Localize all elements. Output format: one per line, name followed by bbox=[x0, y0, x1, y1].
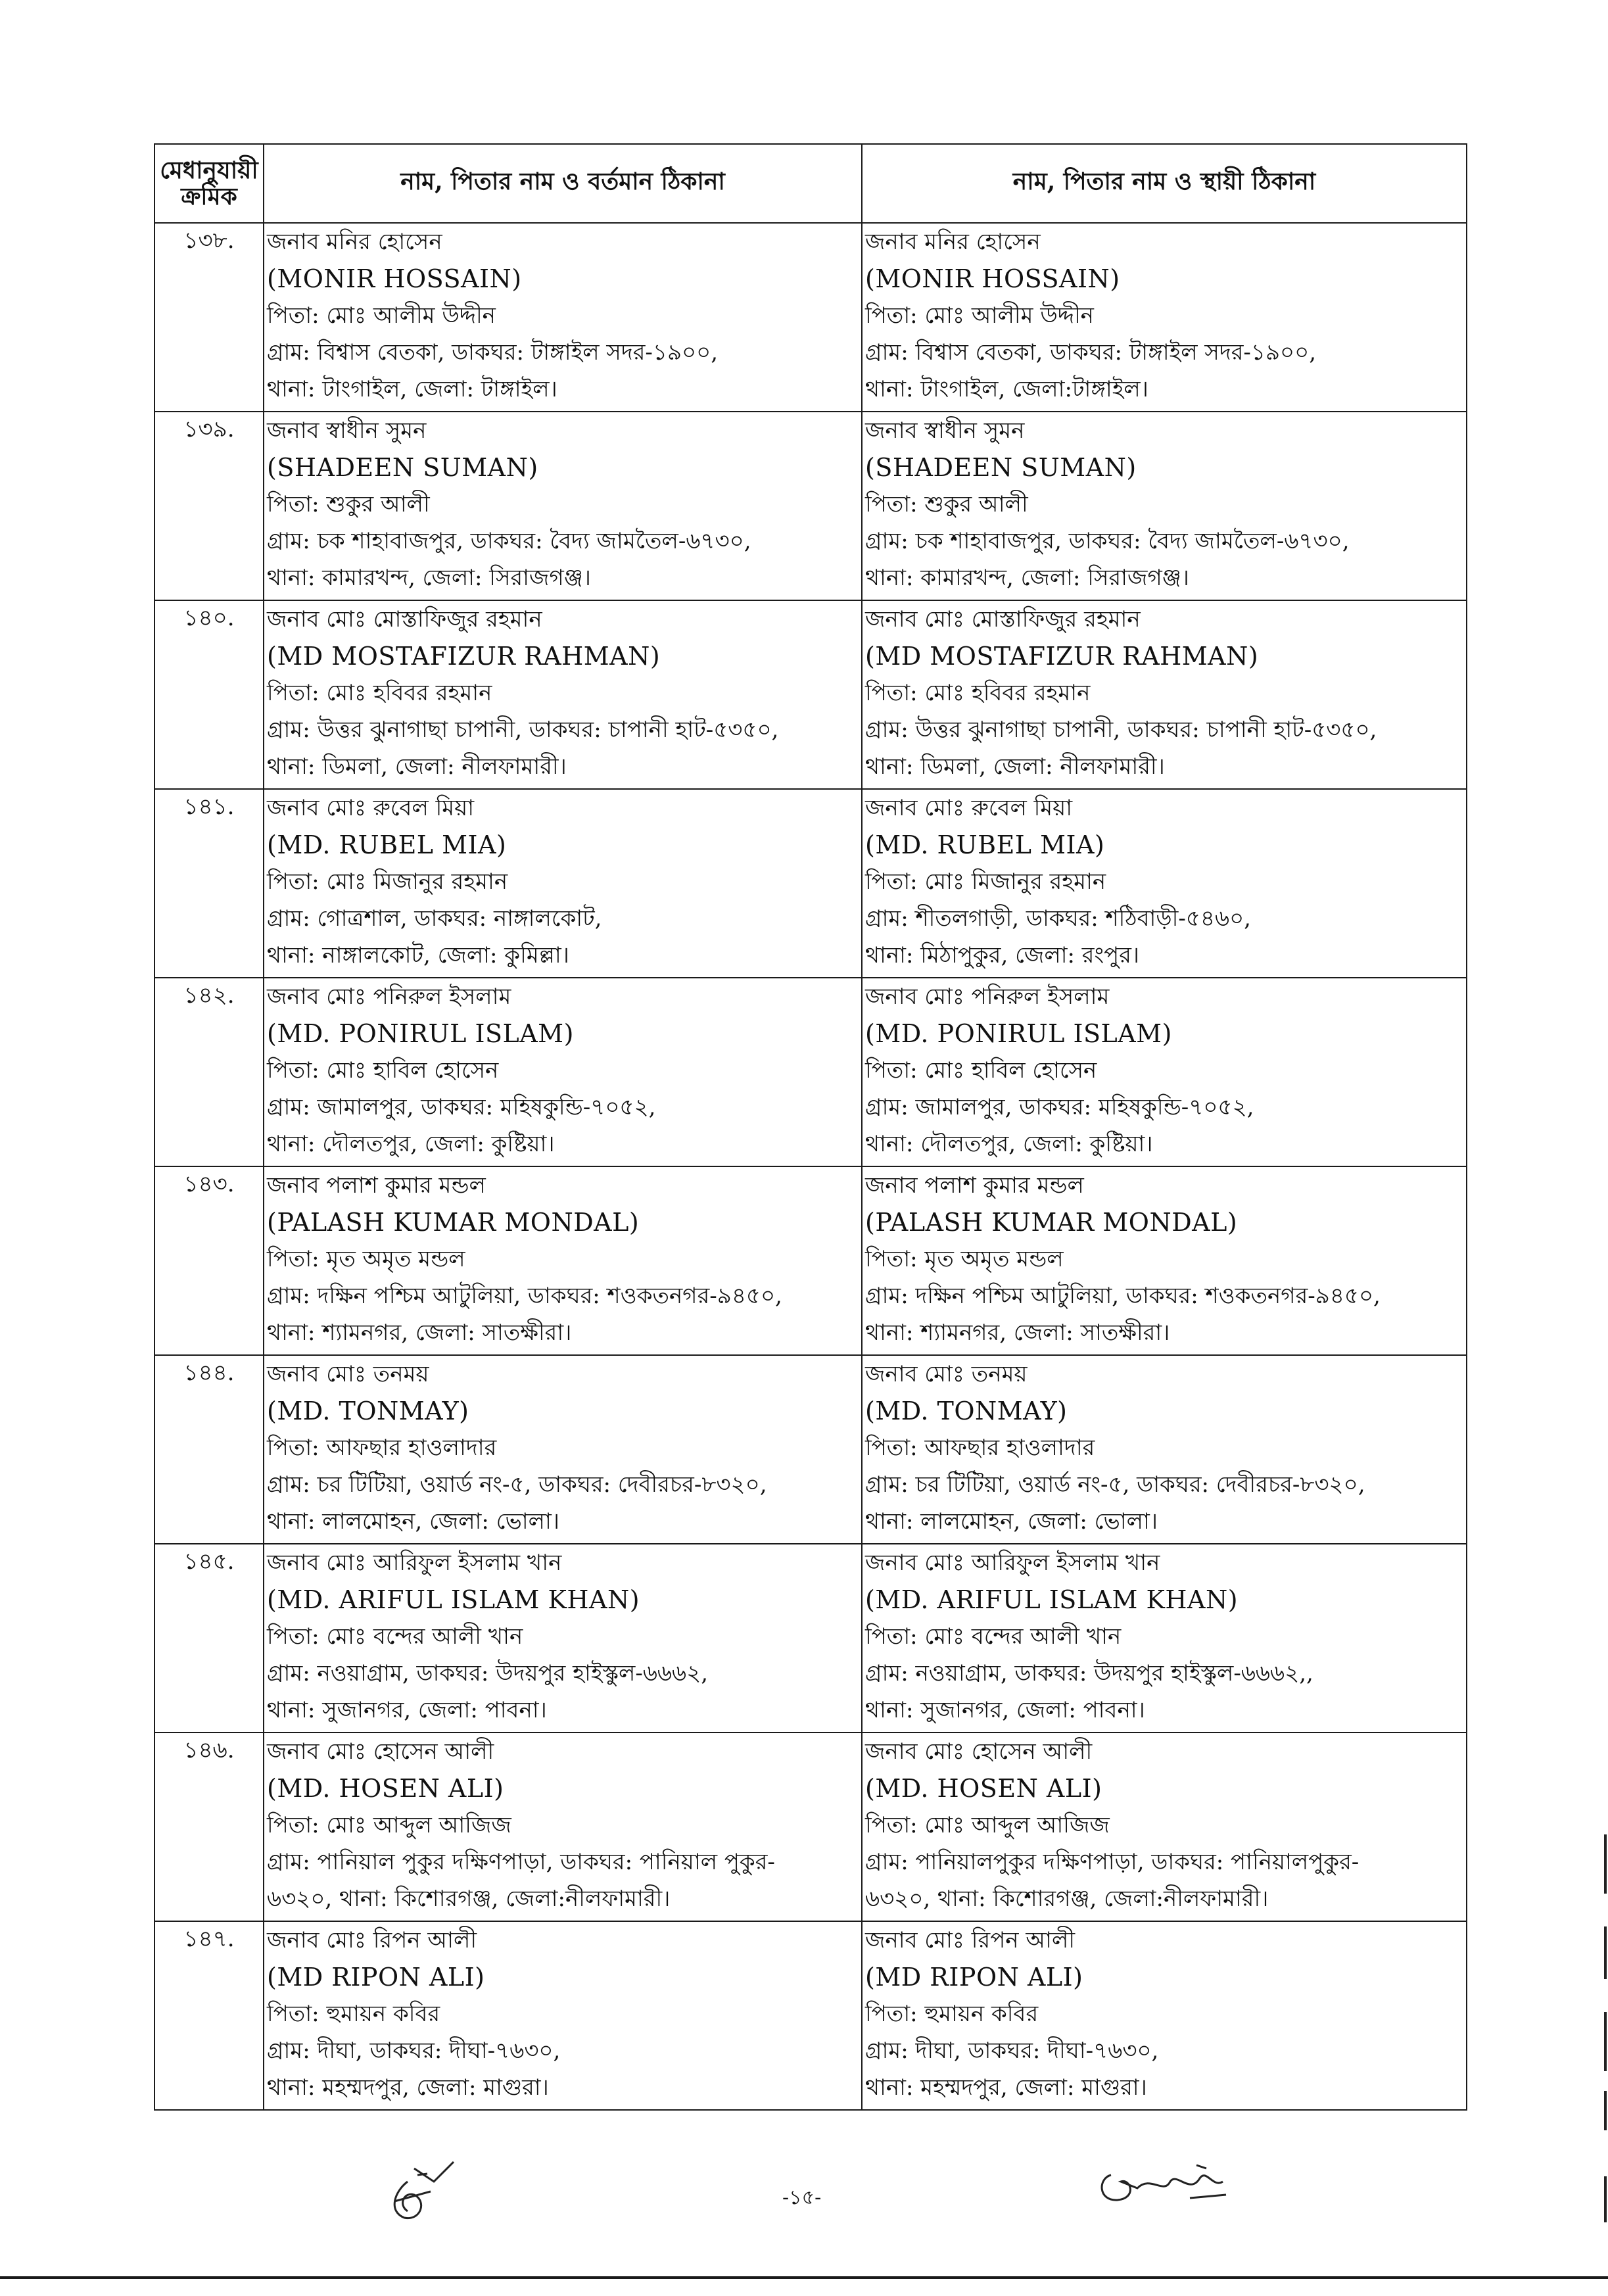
english-name: (MD MOSTAFIZUR RAHMAN) bbox=[865, 642, 1259, 671]
present-address-cell bbox=[264, 1733, 862, 1921]
english-name: (MD. TONMAY) bbox=[865, 1397, 1068, 1425]
village-postoffice: গ্রাম: উত্তর ঝুনাগাছা চাপানী, ডাকঘর: চাপানী হাট-৫৩৫০, bbox=[865, 717, 1377, 743]
father-name: পিতা: হুমায়ন কবির bbox=[267, 2001, 440, 2027]
village-postoffice: গ্রাম: চক শাহাবাজপুর, ডাকঘর: বৈদ্য জামতৈল-৬৭৩০, bbox=[865, 528, 1350, 554]
father-name: পিতা: হুমায়ন কবির bbox=[865, 2001, 1039, 2027]
village-postoffice: গ্রাম: জামালপুর, ডাকঘর: মহিষকুন্ডি-৭০৫২, bbox=[865, 1094, 1254, 1120]
permanent-address-cell bbox=[862, 600, 1467, 789]
permanent-address-column-header: নাম, পিতার নাম ও স্থায়ী ঠিকানা bbox=[862, 144, 1467, 223]
serial-number: ১৪৭. bbox=[154, 1921, 264, 2110]
thana-district: থানা: শ্যামনগর, জেলা: সাতক্ষীরা। bbox=[865, 1320, 1170, 1346]
village-postoffice: গ্রাম: নওয়াগ্রাম, ডাকঘর: উদয়পুর হাইস্কুল-৬৬৬২,, bbox=[865, 1660, 1313, 1686]
serial-number: ১৩৯. bbox=[154, 412, 264, 600]
present-address-cell bbox=[264, 978, 862, 1166]
permanent-address-cell bbox=[862, 1166, 1467, 1355]
table-row bbox=[154, 412, 1467, 600]
village-postoffice: গ্রাম: দীঘা, ডাকঘর: দীঘা-৭৬৩০, bbox=[267, 2038, 561, 2064]
serial-number: ১৩৮. bbox=[154, 223, 264, 412]
thana-district: থানা: টাংগাইল, জেলা: টাঙ্গাইল। bbox=[267, 376, 557, 402]
thana-district: থানা: দৌলতপুর, জেলা: কুষ্টিয়া। bbox=[267, 1131, 555, 1157]
village-postoffice: গ্রাম: দক্ষিন পশ্চিম আটুলিয়া, ডাকঘর: শওকতনগর-৯৪৫০, bbox=[865, 1283, 1381, 1309]
english-name: (MD RIPON ALI) bbox=[865, 1963, 1083, 1992]
thana-district: থানা: লালমোহন, জেলা: ভোলা। bbox=[267, 1508, 560, 1535]
village-postoffice: গ্রাম: জামালপুর, ডাকঘর: মহিষকুন্ডি-৭০৫২, bbox=[267, 1094, 656, 1120]
serial-number: ১৪৫. bbox=[154, 1544, 264, 1733]
person-name: জনাব স্বাধীন সুমন bbox=[865, 418, 1025, 444]
permanent-address-cell bbox=[862, 1544, 1467, 1733]
father-name: পিতা: শুকুর আলী bbox=[267, 491, 430, 517]
thana-district: ৬৩২০, থানা: কিশোরগঞ্জ, জেলা:নীলফামারী। bbox=[865, 1886, 1269, 1912]
table-row bbox=[154, 1733, 1467, 1921]
thana-district: থানা: মহম্মদপুর, জেলা: মাগুরা। bbox=[865, 2074, 1147, 2101]
permanent-address-cell bbox=[862, 412, 1467, 600]
person-name: জনাব মোঃ তনময় bbox=[865, 1361, 1028, 1387]
serial-column-header: মেধানুযায়ী ক্রমিক bbox=[154, 144, 264, 223]
person-name: জনাব মোঃ রুবেল মিয়া bbox=[267, 795, 475, 821]
village-postoffice: গ্রাম: দক্ষিন পশ্চিম আটুলিয়া, ডাকঘর: শওকতনগর-৯৪৫০, bbox=[267, 1283, 782, 1309]
thana-district: থানা: মহম্মদপুর, জেলা: মাগুরা। bbox=[267, 2074, 549, 2101]
serial-number: ১৪৪. bbox=[154, 1355, 264, 1544]
thana-district: থানা: সুজানগর, জেলা: পাবনা। bbox=[267, 1697, 547, 1723]
father-name: পিতা: মোঃ আলীম উদ্দীন bbox=[267, 302, 496, 329]
table-row bbox=[154, 1355, 1467, 1544]
village-postoffice: গ্রাম: গোত্রশাল, ডাকঘর: নাঙ্গালকোট, bbox=[267, 905, 602, 932]
serial-number: ১৪০. bbox=[154, 600, 264, 789]
village-postoffice: গ্রাম: পানিয়ালপুকুর দক্ষিণপাড়া, ডাকঘর: পানিয়ালপুকুর- bbox=[865, 1849, 1360, 1875]
thana-district: থানা: মিঠাপুকুর, জেলা: রংপুর। bbox=[865, 942, 1140, 969]
person-name: জনাব মোঃ মোস্তাফিজুর রহমান bbox=[267, 606, 542, 633]
present-address-cell bbox=[264, 223, 862, 412]
permanent-address-cell bbox=[862, 1355, 1467, 1544]
person-name: জনাব মোঃ রিপন আলী bbox=[865, 1927, 1076, 1953]
present-address-cell bbox=[264, 1166, 862, 1355]
signature-left bbox=[368, 2155, 480, 2228]
person-name: জনাব পলাশ কুমার মন্ডল bbox=[865, 1172, 1084, 1199]
serial-number: ১৪২. bbox=[154, 978, 264, 1166]
english-name: (MD. RUBEL MIA) bbox=[267, 830, 507, 859]
english-name: (PALASH KUMAR MONDAL) bbox=[865, 1208, 1238, 1237]
serial-number: ১৪১. bbox=[154, 789, 264, 978]
person-name: জনাব মোঃ রুবেল মিয়া bbox=[865, 795, 1073, 821]
merit-list-table bbox=[154, 143, 1467, 2111]
english-name: (PALASH KUMAR MONDAL) bbox=[267, 1208, 640, 1237]
village-postoffice: গ্রাম: নওয়াগ্রাম, ডাকঘর: উদয়পুর হাইস্কুল-৬৬৬২, bbox=[267, 1660, 709, 1686]
english-name: (MD. ARIFUL ISLAM KHAN) bbox=[267, 1585, 640, 1614]
table-row bbox=[154, 1166, 1467, 1355]
english-name: (MONIR HOSSAIN) bbox=[865, 264, 1120, 293]
table-row bbox=[154, 223, 1467, 412]
table-row bbox=[154, 1921, 1467, 2110]
serial-number: ১৪৩. bbox=[154, 1166, 264, 1355]
village-postoffice: গ্রাম: শীতলগাড়ী, ডাকঘর: শঠিবাড়ী-৫৪৬০, bbox=[865, 905, 1251, 932]
present-address-cell bbox=[264, 600, 862, 789]
village-postoffice: গ্রাম: উত্তর ঝুনাগাছা চাপানী, ডাকঘর: চাপানী হাট-৫৩৫০, bbox=[267, 717, 779, 743]
thana-district: থানা: শ্যামনগর, জেলা: সাতক্ষীরা। bbox=[267, 1320, 572, 1346]
present-address-cell bbox=[264, 412, 862, 600]
serial-number: ১৪৬. bbox=[154, 1733, 264, 1921]
thana-district: থানা: কামারখন্দ, জেলা: সিরাজগঞ্জ। bbox=[267, 565, 591, 591]
father-name: পিতা: আফছার হাওলাদার bbox=[865, 1435, 1095, 1461]
present-address-cell bbox=[264, 1355, 862, 1544]
page-number: -১৫- bbox=[782, 2186, 822, 2209]
thana-district: থানা: লালমোহন, জেলা: ভোলা। bbox=[865, 1508, 1158, 1535]
thana-district: থানা: নাঙ্গালকোট, জেলা: কুমিল্লা। bbox=[267, 942, 569, 969]
edge-mark bbox=[1604, 2091, 1607, 2130]
person-name: জনাব মোঃ হোসেন আলী bbox=[865, 1738, 1093, 1765]
father-name: পিতা: মোঃ হবিবর রহমান bbox=[267, 680, 492, 706]
permanent-address-cell bbox=[862, 223, 1467, 412]
village-postoffice: গ্রাম: চর টিটিয়া, ওয়ার্ড নং-৫, ডাকঘর: দেবীরচর-৮৩২০, bbox=[267, 1471, 767, 1498]
father-name: পিতা: মোঃ মিজানুর রহমান bbox=[865, 869, 1106, 895]
edge-mark bbox=[1604, 1834, 1607, 1894]
father-name: পিতা: মোঃ আব্দুল আজিজ bbox=[865, 1812, 1110, 1838]
person-name: জনাব মোঃ পনিরুল ইসলাম bbox=[267, 984, 511, 1010]
person-name: জনাব মনির হোসেন bbox=[267, 229, 442, 255]
permanent-address-cell bbox=[862, 789, 1467, 978]
person-name: জনাব মোঃ হোসেন আলী bbox=[267, 1738, 494, 1765]
present-address-cell bbox=[264, 1921, 862, 2110]
person-name: জনাব মোঃ রিপন আলী bbox=[267, 1927, 477, 1953]
father-name: পিতা: মোঃ বন্দের আলী খান bbox=[267, 1623, 523, 1650]
thana-district: থানা: দৌলতপুর, জেলা: কুষ্টিয়া। bbox=[865, 1131, 1153, 1157]
present-address-cell bbox=[264, 789, 862, 978]
english-name: (MD RIPON ALI) bbox=[267, 1963, 485, 1992]
permanent-address-cell bbox=[862, 978, 1467, 1166]
father-name: পিতা: মৃত অমৃত মন্ডল bbox=[267, 1246, 465, 1272]
english-name: (MD. TONMAY) bbox=[267, 1397, 469, 1425]
village-postoffice: গ্রাম: বিশ্বাস বেতকা, ডাকঘর: টাঙ্গাইল সদর-১৯০০, bbox=[267, 339, 719, 366]
person-name: জনাব পলাশ কুমার মন্ডল bbox=[267, 1172, 486, 1199]
father-name: পিতা: মোঃ হাবিল হোসেন bbox=[267, 1057, 499, 1084]
father-name: পিতা: শুকুর আলী bbox=[865, 491, 1028, 517]
english-name: (SHADEEN SUMAN) bbox=[865, 453, 1137, 482]
table-row bbox=[154, 978, 1467, 1166]
father-name: পিতা: মোঃ আলীম উদ্দীন bbox=[865, 302, 1094, 329]
person-name: জনাব মোঃ তনময় bbox=[267, 1361, 429, 1387]
thana-district: থানা: সুজানগর, জেলা: পাবনা। bbox=[865, 1697, 1145, 1723]
table-header-row bbox=[154, 144, 1467, 223]
table-row bbox=[154, 1544, 1467, 1733]
father-name: পিতা: মৃত অমৃত মন্ডল bbox=[865, 1246, 1064, 1272]
father-name: পিতা: মোঃ হাবিল হোসেন bbox=[865, 1057, 1097, 1084]
edge-mark bbox=[1604, 2012, 1607, 2071]
table-row bbox=[154, 789, 1467, 978]
english-name: (MD. HOSEN ALI) bbox=[267, 1774, 504, 1803]
english-name: (MD. HOSEN ALI) bbox=[865, 1774, 1102, 1803]
bottom-rule bbox=[0, 2276, 1608, 2279]
table-row bbox=[154, 600, 1467, 789]
person-name: জনাব মোঃ আরিফুল ইসলাম খান bbox=[865, 1550, 1160, 1576]
father-name: পিতা: আফছার হাওলাদার bbox=[267, 1435, 497, 1461]
village-postoffice: গ্রাম: চর টিটিয়া, ওয়ার্ড নং-৫, ডাকঘর: দেবীরচর-৮৩২০, bbox=[865, 1471, 1365, 1498]
person-name: জনাব মনির হোসেন bbox=[865, 229, 1041, 255]
permanent-address-cell bbox=[862, 1921, 1467, 2110]
village-postoffice: গ্রাম: চক শাহাবাজপুর, ডাকঘর: বৈদ্য জামতৈল-৬৭৩০, bbox=[267, 528, 751, 554]
thana-district: থানা: ডিমলা, জেলা: নীলফামারী। bbox=[865, 753, 1165, 780]
person-name: জনাব মোঃ আরিফুল ইসলাম খান bbox=[267, 1550, 562, 1576]
signature-right bbox=[1091, 2149, 1242, 2214]
english-name: (MONIR HOSSAIN) bbox=[267, 264, 522, 293]
village-postoffice: গ্রাম: পানিয়াল পুকুর দক্ষিণপাড়া, ডাকঘর: পানিয়াল পুকুর- bbox=[267, 1849, 775, 1875]
thana-district: ৬৩২০, থানা: কিশোরগঞ্জ, জেলা:নীলফামারী। bbox=[267, 1886, 671, 1912]
person-name: জনাব মোঃ পনিরুল ইসলাম bbox=[865, 984, 1110, 1010]
village-postoffice: গ্রাম: বিশ্বাস বেতকা, ডাকঘর: টাঙ্গাইল সদর-১৯০০, bbox=[865, 339, 1317, 366]
father-name: পিতা: মোঃ হবিবর রহমান bbox=[865, 680, 1091, 706]
edge-mark bbox=[1604, 2176, 1607, 2222]
person-name: জনাব স্বাধীন সুমন bbox=[267, 418, 427, 444]
english-name: (MD. PONIRUL ISLAM) bbox=[267, 1019, 574, 1048]
father-name: পিতা: মোঃ মিজানুর রহমান bbox=[267, 869, 508, 895]
present-address-cell bbox=[264, 1544, 862, 1733]
person-name: জনাব মোঃ মোস্তাফিজুর রহমান bbox=[865, 606, 1141, 633]
present-address-column-header: নাম, পিতার নাম ও বর্তমান ঠিকানা bbox=[264, 144, 862, 223]
table-body bbox=[154, 223, 1467, 2110]
permanent-address-cell bbox=[862, 1733, 1467, 1921]
english-name: (SHADEEN SUMAN) bbox=[267, 453, 538, 482]
english-name: (MD. ARIFUL ISLAM KHAN) bbox=[865, 1585, 1239, 1614]
village-postoffice: গ্রাম: দীঘা, ডাকঘর: দীঘা-৭৬৩০, bbox=[865, 2038, 1159, 2064]
english-name: (MD. RUBEL MIA) bbox=[865, 830, 1105, 859]
edge-mark bbox=[1604, 1926, 1607, 1979]
father-name: পিতা: মোঃ আব্দুল আজিজ bbox=[267, 1812, 511, 1838]
english-name: (MD. PONIRUL ISLAM) bbox=[865, 1019, 1172, 1048]
father-name: পিতা: মোঃ বন্দের আলী খান bbox=[865, 1623, 1122, 1650]
thana-district: থানা: টাংগাইল, জেলা:টাঙ্গাইল। bbox=[865, 376, 1148, 402]
english-name: (MD MOSTAFIZUR RAHMAN) bbox=[267, 642, 661, 671]
thana-district: থানা: ডিমলা, জেলা: নীলফামারী। bbox=[267, 753, 567, 780]
thana-district: থানা: কামারখন্দ, জেলা: সিরাজগঞ্জ। bbox=[865, 565, 1189, 591]
